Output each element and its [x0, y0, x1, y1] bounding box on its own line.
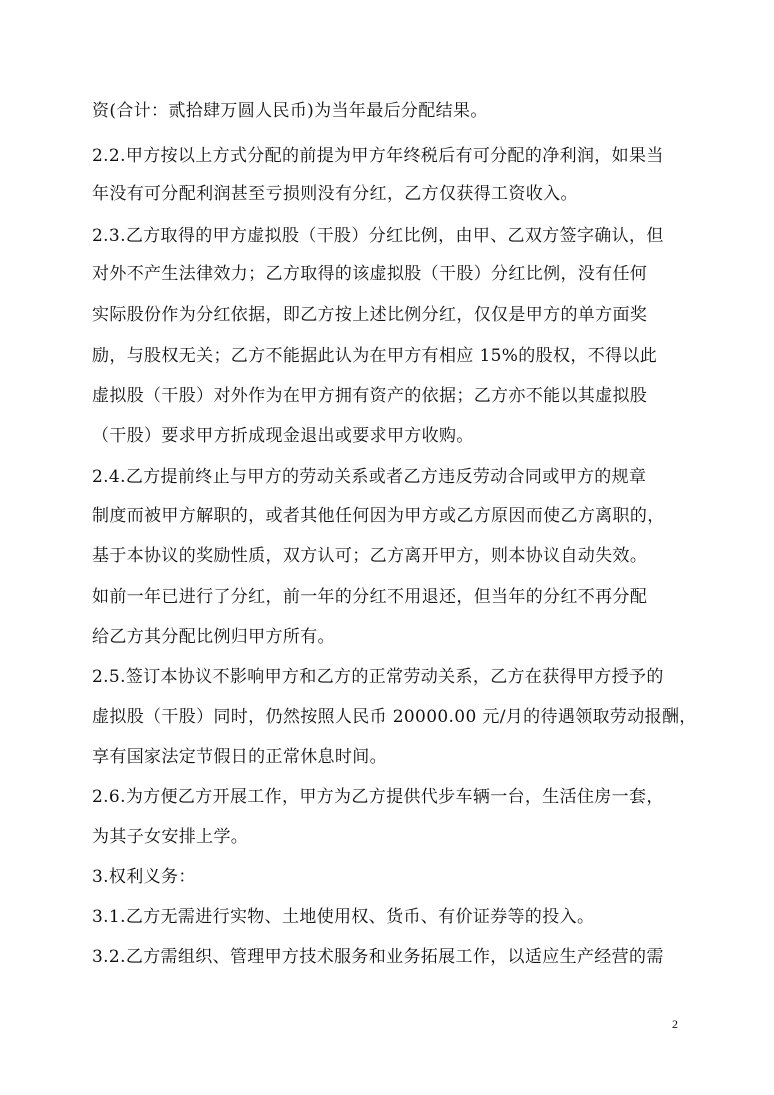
text-line: 资(合计：贰拾肆万圆人民币)为当年最后分配结果。 [92, 101, 488, 121]
text-line: 制度而被甲方解职的，或者其他任何因为甲方或乙方原因而使乙方离职的， [92, 506, 665, 526]
page-number: 2 [672, 1017, 678, 1031]
text-line: 为其子女安排上学。 [92, 827, 249, 847]
text-line: 虚拟股（干股）同时，仍然按照人民币 20000.00 元/月的待遇领取劳动报酬， [92, 707, 697, 727]
text-line: 享有国家法定节假日的正常休息时间。 [92, 747, 387, 767]
text-line: 对外不产生法律效力；乙方取得的该虚拟股（干股）分红比例，没有任何 [92, 264, 648, 284]
text-line: 2.4.乙方提前终止与甲方的劳动关系或者乙方违反劳动合同或甲方的规章 [92, 467, 647, 487]
text-line: 3.1.乙方无需进行实物、土地使用权、货币、有价证券等的投入。 [92, 907, 595, 927]
text-line: 励，与股权无关；乙方不能据此认为在甲方有相应 15%的股权，不得以此 [92, 346, 658, 366]
text-line: 如前一年已进行了分红，前一年的分红不用退还，但当年的分红不再分配 [92, 587, 648, 607]
text-line: 实际股份作为分红依据，即乙方按上述比例分红，仅仅是甲方的单方面奖 [92, 305, 648, 325]
text-line: 虚拟股（干股）对外作为在甲方拥有资产的依据；乙方亦不能以其虚拟股 [92, 386, 648, 406]
text-line: 2.2.甲方按以上方式分配的前提为甲方年终税后有可分配的净利润，如果当 [92, 146, 664, 166]
text-line: （干股）要求甲方折成现金退出或要求甲方收购。 [92, 426, 474, 446]
text-line: 基于本协议的奖励性质，双方认可；乙方离开甲方，则本协议自动失效。 [92, 546, 648, 566]
text-line: 2.3.乙方取得的甲方虚拟股（干股）分红比例，由甲、乙双方签字确认，但 [92, 226, 664, 246]
text-line: 3.2.乙方需组织、管理甲方技术服务和业务拓展工作，以适应生产经营的需 [92, 947, 664, 967]
text-line: 2.6.为方便乙方开展工作，甲方为乙方提供代步车辆一台，生活住房一套， [92, 787, 664, 807]
text-line: 2.5.签订本协议不影响甲方和乙方的正常劳动关系，乙方在获得甲方授予的 [92, 667, 664, 687]
text-line: 给乙方其分配比例归甲方所有。 [92, 627, 335, 647]
text-line: 3.权利义务： [92, 867, 196, 887]
text-line: 年没有可分配利润甚至亏损则没有分红，乙方仅获得工资收入。 [92, 184, 578, 204]
